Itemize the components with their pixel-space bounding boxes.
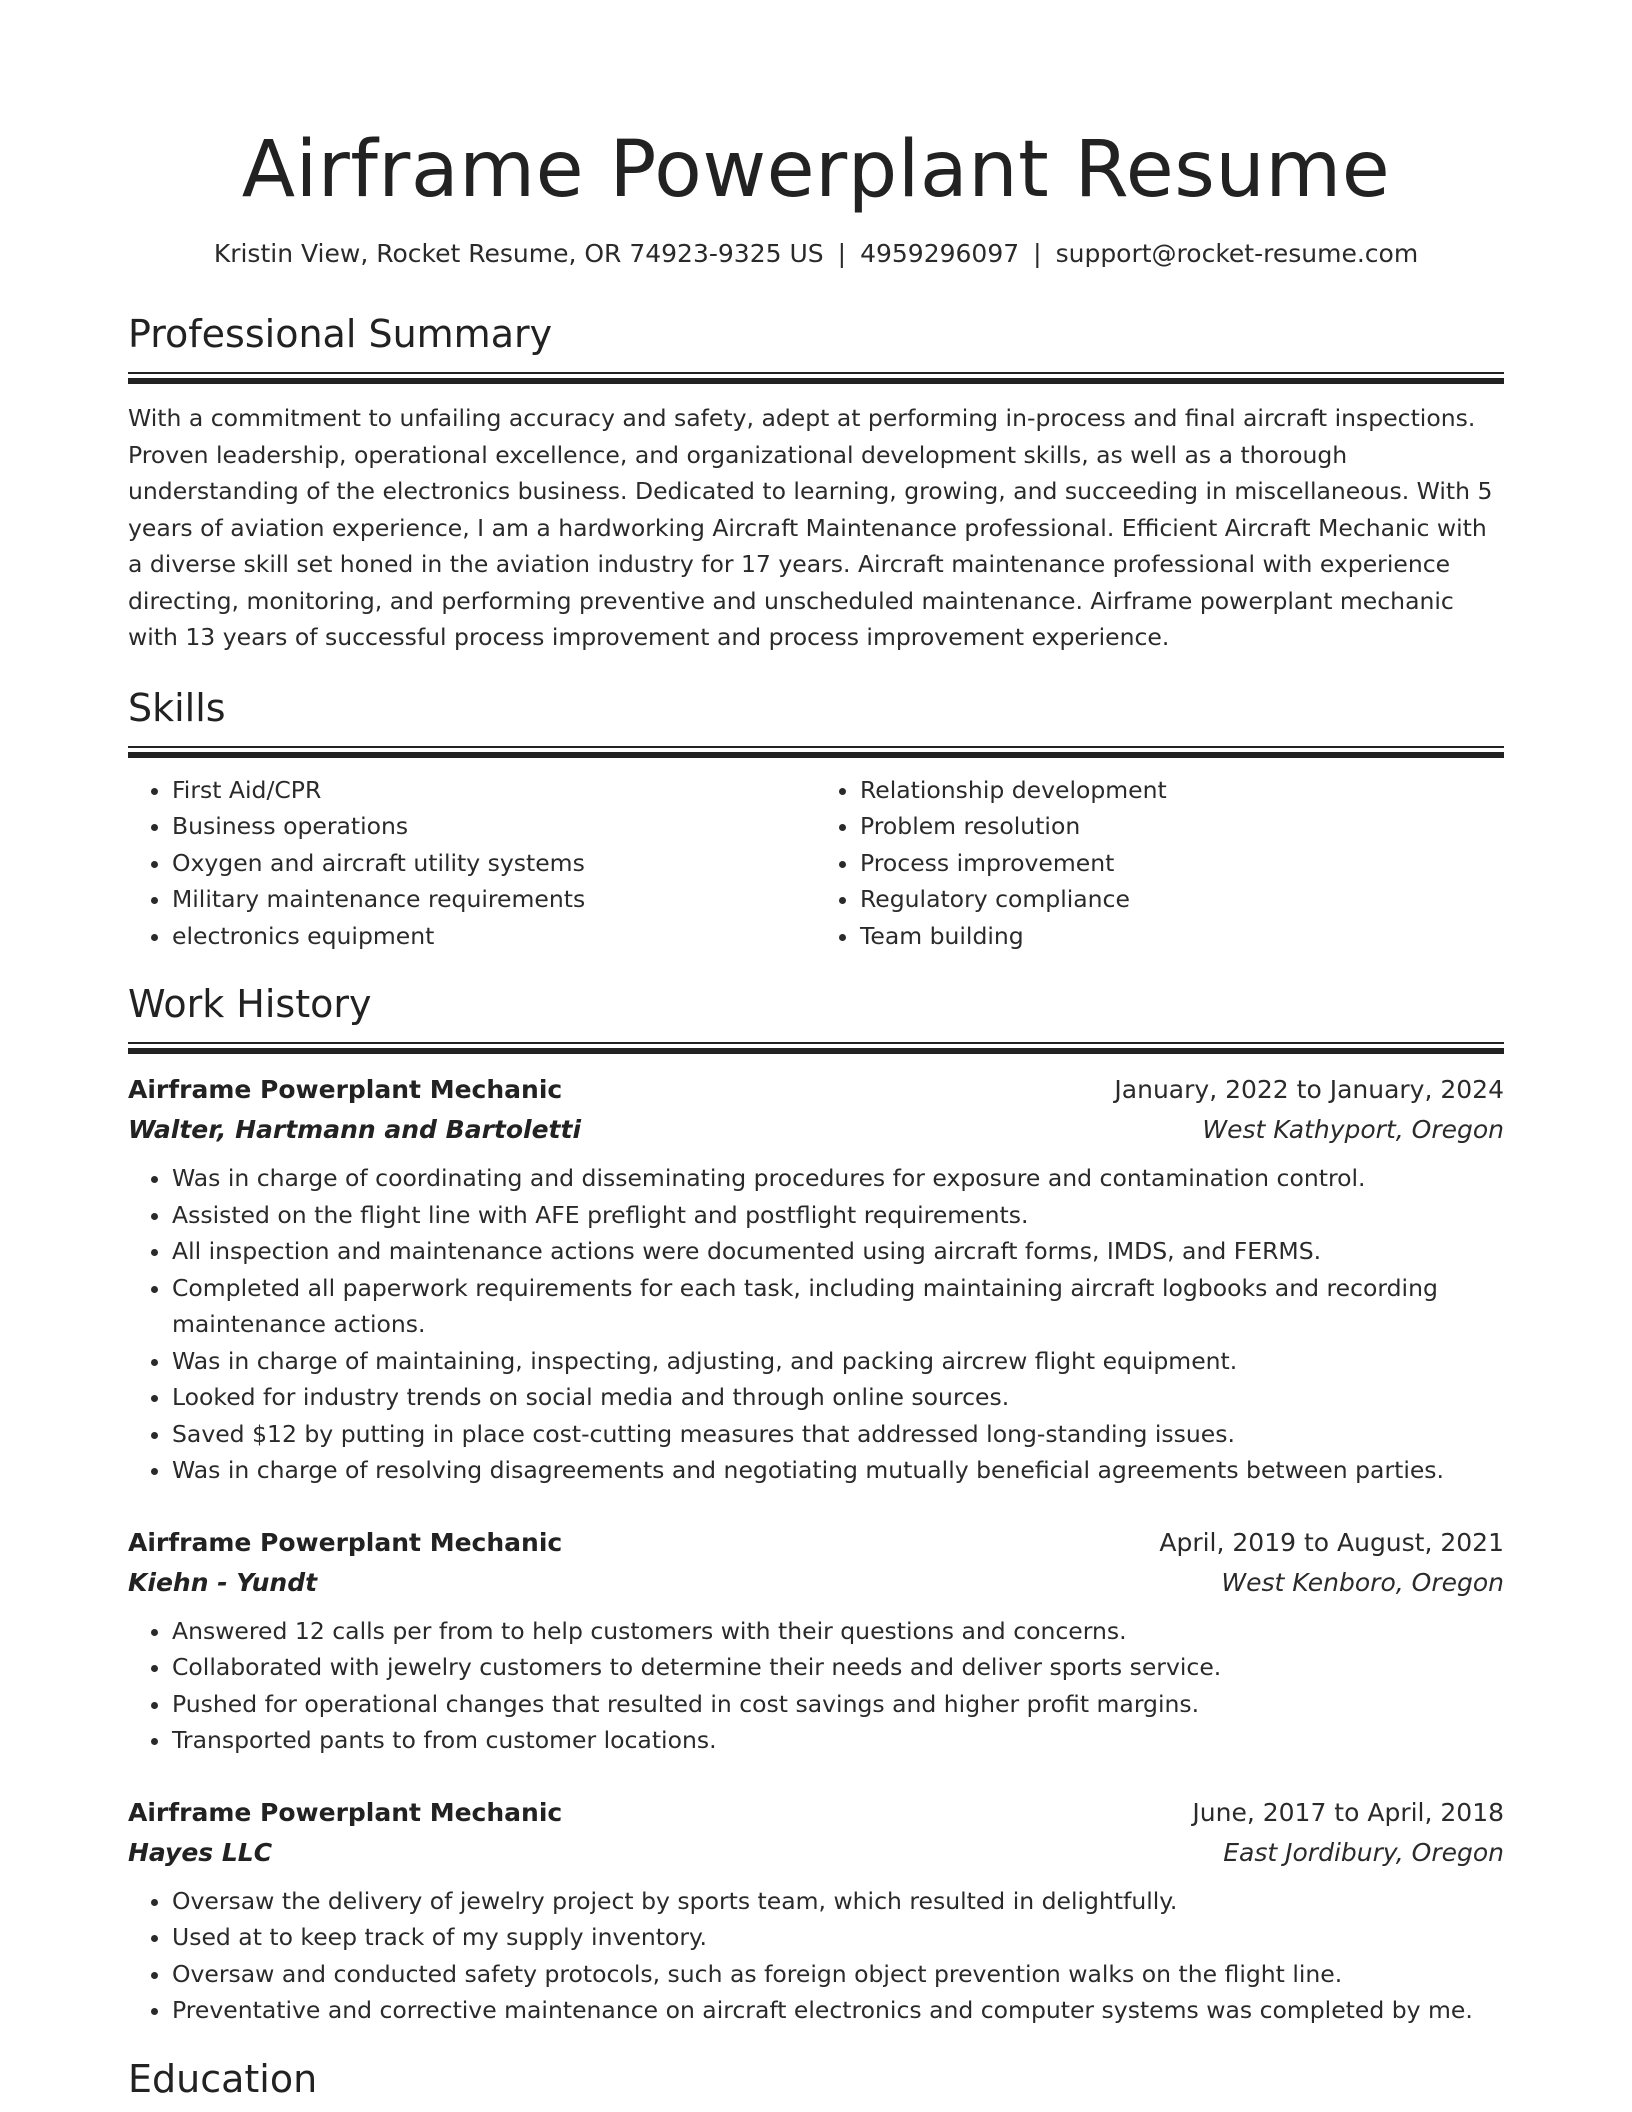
contact-separator: | xyxy=(1033,239,1042,268)
job-title: Airframe Powerplant Mechanic xyxy=(128,1527,563,1557)
job-bullet: • Used at to keep track of my supply inventory. xyxy=(172,1919,1504,1956)
skills-heading: Skills xyxy=(128,685,226,730)
summary-heading: Professional Summary xyxy=(128,312,553,356)
job-dates: April, 2019 to August, 2021 xyxy=(1159,1527,1504,1557)
job-bullet: • Transported pants to from customer locations. xyxy=(172,1722,1504,1759)
skill-item: • First Aid/CPR xyxy=(172,772,816,809)
skill-item: • electronics equipment xyxy=(172,918,816,955)
job-bullets xyxy=(128,1613,1504,1759)
education-section xyxy=(128,2055,1504,2103)
section-divider xyxy=(128,372,1504,384)
contact-line xyxy=(128,236,1504,272)
contact-separator: | xyxy=(837,239,847,268)
summary-section xyxy=(128,310,1504,656)
job-bullet: • Completed all paperwork requirements for each task, including maintaining aircraft logbooks and recording maintenance actions. xyxy=(172,1270,1504,1343)
work-history-heading: Work History xyxy=(128,982,372,1026)
job-company: Kiehn - Yundt xyxy=(128,1567,318,1597)
section-divider xyxy=(128,746,1504,758)
skill-item: • Problem resolution xyxy=(860,808,1504,845)
job-bullet: • Oversaw the delivery of jewelry project by sports team, which resulted in delightfully. xyxy=(172,1883,1504,1920)
job-bullet: • Assisted on the flight line with AFE preflight and postflight requirements. xyxy=(172,1197,1504,1234)
job-title: Airframe Powerplant Mechanic xyxy=(128,1075,563,1104)
skill-item: • Relationship development xyxy=(860,772,1504,809)
work-history-section xyxy=(128,980,1504,2029)
job-title: Airframe Powerplant Mechanic xyxy=(128,1797,563,1827)
job-dates: June, 2017 to April, 2018 xyxy=(1192,1797,1504,1827)
job-entry xyxy=(128,1793,1504,2029)
skill-item: • Team building xyxy=(860,918,1504,955)
skill-item: • Military maintenance requirements xyxy=(172,881,816,918)
job-bullet: • Collaborated with jewelry customers to determine their needs and deliver sports service. xyxy=(172,1649,1504,1686)
job-company: Walter, Hartmann and Bartoletti xyxy=(128,1115,582,1144)
job-company: Hayes LLC xyxy=(128,1837,273,1867)
job-bullet: • Preventative and corrective maintenance on aircraft electronics and computer systems was completed by me. xyxy=(172,1992,1504,2029)
job-bullet: • Was in charge of coordinating and disseminating procedures for exposure and contamination control. xyxy=(172,1160,1504,1197)
skills-grid xyxy=(128,772,1504,955)
skill-item: • Oxygen and aircraft utility systems xyxy=(172,845,816,882)
skill-item: • Business operations xyxy=(172,808,816,845)
job-bullet: • Answered 12 calls per from to help customers with their questions and concerns. xyxy=(172,1613,1504,1650)
job-entry xyxy=(128,1070,1504,1489)
job-location: East Jordibury, Oregon xyxy=(1223,1837,1504,1867)
resume-title: Airframe Powerplant Resume xyxy=(241,125,1391,215)
skills-column-right xyxy=(816,772,1504,955)
job-location: West Kathyport, Oregon xyxy=(1202,1115,1504,1144)
contact-email: support@rocket-resume.com xyxy=(1055,239,1419,268)
job-bullets xyxy=(128,1883,1504,2029)
skills-column-left xyxy=(128,772,816,955)
job-location: West Kenboro, Oregon xyxy=(1221,1567,1504,1597)
job-bullets xyxy=(128,1160,1504,1489)
job-bullet: • Was in charge of resolving disagreements and negotiating mutually beneficial agreements between parties. xyxy=(172,1452,1504,1489)
section-divider xyxy=(128,1042,1504,1054)
job-bullet: • Looked for industry trends on social media and through online sources. xyxy=(172,1379,1504,1416)
contact-phone: 4959296097 xyxy=(860,239,1020,268)
job-bullet: • Saved $12 by putting in place cost-cutting measures that addressed long-standing issues. xyxy=(172,1416,1504,1453)
job-bullet: • Pushed for operational changes that resulted in cost savings and higher profit margins. xyxy=(172,1686,1504,1723)
contact-address: Kristin View, Rocket Resume, OR 74923-9325 US xyxy=(213,239,824,268)
job-bullet: • Was in charge of maintaining, inspecting, adjusting, and packing aircrew flight equipment. xyxy=(172,1343,1504,1380)
job-bullet: • Oversaw and conducted safety protocols, such as foreign object prevention walks on the flight line. xyxy=(172,1956,1504,1993)
skills-section xyxy=(128,684,1504,955)
summary-text: With a commitment to unfailing accuracy and safety, adept at performing in-process and final aircraft inspections. Proven leadership, operational excellence, and organizational development skills, as well as a thorough understanding of the electronics business. Dedicated to learning, growing, and succeeding in miscellaneous. With 5 years of aviation experience, I am a hardworking Aircraft Maintenance professional. Efficient Aircraft Mechanic with a diverse skill set honed in the aviation industry for 17 years. Aircraft maintenance professional with experience directing, monitoring, and performing preventive and unscheduled maintenance. Airframe powerplant mechanic with 13 years of successful process improvement and process improvement experience. xyxy=(128,404,1493,651)
job-entry xyxy=(128,1523,1504,1759)
job-bullet: • All inspection and maintenance actions were documented using aircraft forms, IMDS, and FERMS. xyxy=(172,1233,1504,1270)
skill-item: • Process improvement xyxy=(860,845,1504,882)
education-heading: Education xyxy=(128,2056,318,2101)
skill-item: • Regulatory compliance xyxy=(860,881,1504,918)
job-dates: January, 2022 to January, 2024 xyxy=(1114,1075,1504,1104)
